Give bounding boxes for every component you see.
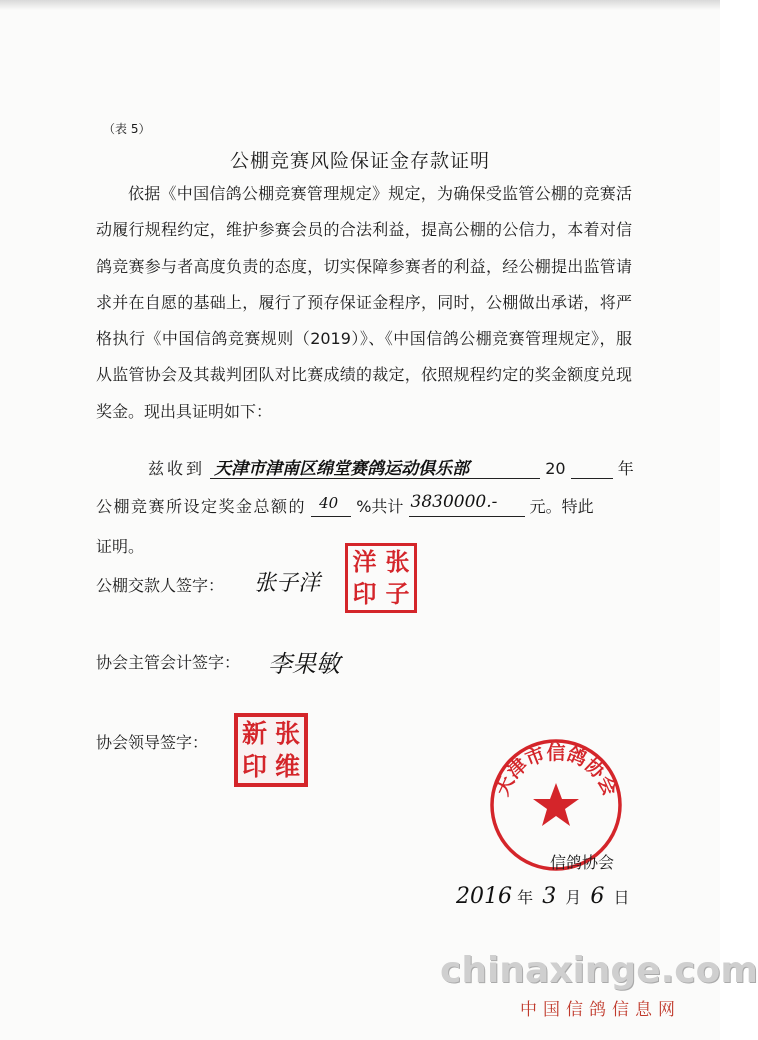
payer-seal-char-2: 张 [385,547,410,576]
payer-seal [345,543,417,613]
association-seal-text: 天津市信鸽协会 [491,742,621,800]
payer-seal-char-4: 子 [385,579,410,608]
watermark-site-cn: 中国信鸽信息网 [520,1000,681,1020]
amount-field [409,494,525,517]
document-title: 公棚竞赛风险保证金存款证明 [229,150,490,172]
payer-signature: 张子洋 [254,571,321,596]
percent-field [311,494,351,517]
accountant-signature-label: 协会主管会计签字： [96,653,241,672]
amount-suffix: 元。特此 [529,497,594,516]
date-day: 6 [590,884,605,909]
leader-seal-char-1: 新 [241,719,267,748]
year-suffix: 年 [617,459,634,478]
percent-handwritten: 40 [319,494,339,512]
date-year: 2016 [456,884,512,909]
amount-handwritten: 3830000.- [410,492,498,512]
date-month: 3 [542,884,557,909]
body-paragraph: 依据《中国信鸽公棚竞赛管理规定》规定，为确保受监管公棚的竞赛活动履行规程约定，维护参赛会员的合法利益，提高公棚的公信力，本着对信鸽竞赛参与者高度负责的态度，切实保障参赛者的利益，经公棚提出监管请求并在自愿的基础上，履行了预存保证金程序，同时，公棚做出承诺，将严格执行《中国信鸽竞赛规则（2019）》、《中国信鸽公棚竞赛管理规定》，服从监管协会及其裁判团队对比赛成绩的裁定，依照规程约定的奖金额度兑现奖金。现出具证明如下： [96,184,632,421]
leader-seal-char-3: 印 [241,752,267,781]
leader-seal-char-4: 维 [274,752,300,781]
date-day-label: 日 [613,888,630,907]
leader-seal [234,713,308,787]
year-prefix: 20 [545,459,566,478]
receipt-line-1 [148,456,634,479]
date-year-label: 年 [517,888,534,907]
scan-edge [0,0,720,10]
date-month-label: 月 [565,888,582,907]
payer-field [210,456,540,479]
table-label: （表 5） [103,122,151,136]
association-name: 信鸽协会 [550,853,615,872]
receipt-line-3: 证明。 [96,537,145,556]
date-line [456,884,630,909]
receipt-line-2 [96,494,594,517]
accountant-signature: 李果敏 [268,650,340,678]
leader-seal-char-2: 张 [274,719,300,748]
percent-mid: %共计 [356,497,404,516]
payer-seal-char-1: 洋 [352,547,377,576]
year-field [571,456,613,479]
line2-prefix: 公棚竞赛所设定奖金总额的 [96,497,307,516]
leader-signature-label: 协会领导签字： [96,733,209,752]
payer-handwritten: 天津市津南区绵堂赛鸽运动俱乐部 [214,459,470,479]
payer-seal-char-3: 印 [352,579,377,608]
payer-signature-label: 公棚交款人签字： [96,576,225,595]
watermark-site: chinaxinge.com [440,950,758,991]
receipt-prefix: 兹收到 [148,459,206,478]
